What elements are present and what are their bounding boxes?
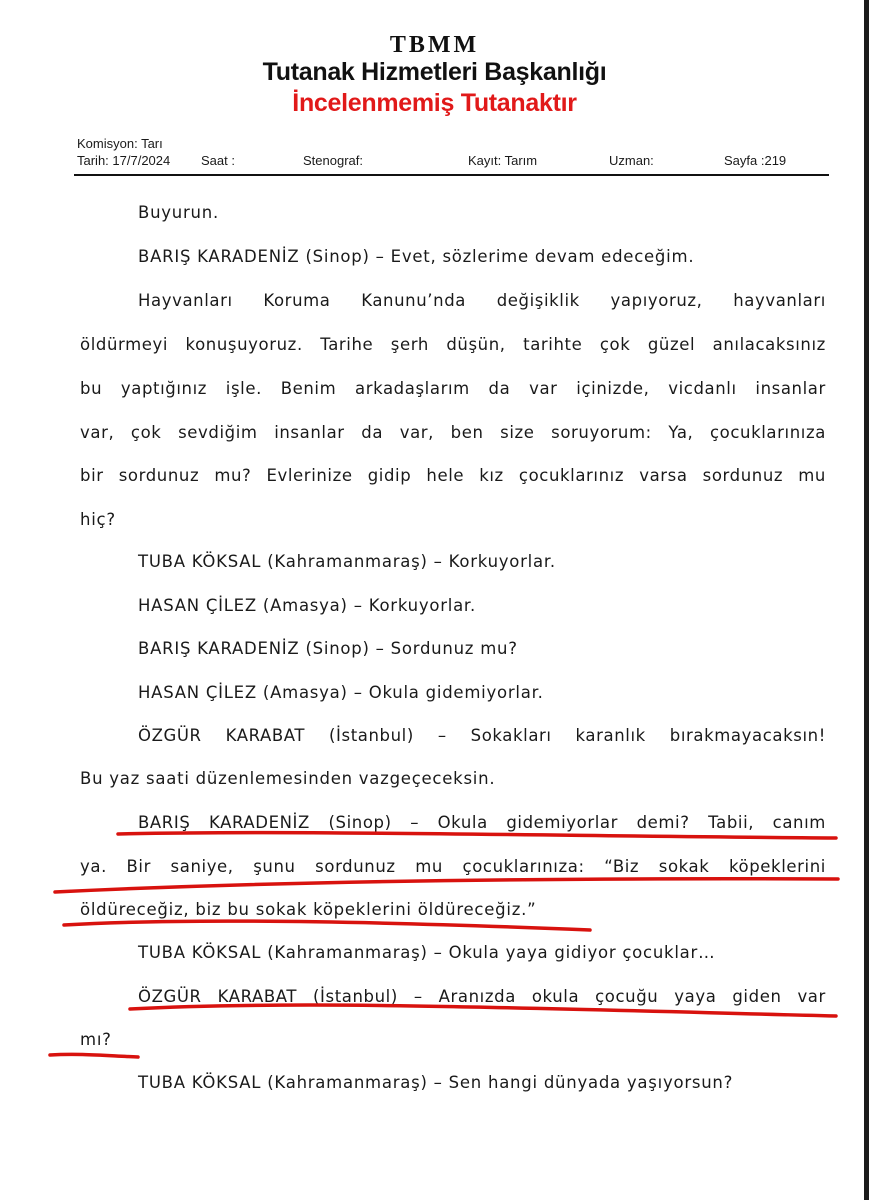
word: “Biz bbox=[604, 857, 640, 876]
meta-date: Tarih: 17/7/2024 bbox=[77, 153, 171, 168]
word: ben bbox=[450, 423, 484, 442]
word: sevdiğim bbox=[178, 423, 258, 442]
word: var, bbox=[80, 423, 115, 442]
meta-commission: Komisyon: Tarı bbox=[77, 136, 163, 151]
word: gidip bbox=[367, 466, 412, 485]
word: bu bbox=[80, 379, 103, 398]
word: (Sinop) bbox=[328, 813, 392, 832]
word: arkadaşlarım bbox=[355, 379, 470, 398]
word: hayvanları bbox=[733, 291, 826, 310]
transcript-line: HASAN ÇİLEZ (Amasya) – Okula gidemiyorlar. bbox=[138, 683, 544, 702]
word: yaya bbox=[674, 987, 717, 1006]
word: yaptığınız bbox=[120, 379, 208, 398]
word: anılacaksınız bbox=[712, 335, 826, 354]
meta-time: Saat : bbox=[201, 153, 235, 168]
word: – bbox=[437, 726, 447, 745]
word: çok bbox=[130, 423, 162, 442]
word: öldürmeyi bbox=[80, 335, 169, 354]
transcript-line bbox=[80, 466, 826, 485]
word: mu? bbox=[214, 466, 252, 485]
word: düşün, bbox=[446, 335, 506, 354]
red-underline bbox=[130, 1005, 836, 1016]
word: mu bbox=[415, 857, 443, 876]
meta-stenographer: Stenograf: bbox=[303, 153, 363, 168]
word: canım bbox=[772, 813, 826, 832]
word: yapıyoruz, bbox=[610, 291, 703, 310]
word: da bbox=[488, 379, 511, 398]
word: – bbox=[410, 813, 420, 832]
word: size bbox=[500, 423, 535, 442]
word: Kanunu’nda bbox=[361, 291, 466, 310]
word: çocuklarınıza: bbox=[462, 857, 585, 876]
transcript-line bbox=[138, 987, 826, 1006]
word: Koruma bbox=[263, 291, 331, 310]
word: mu bbox=[798, 466, 826, 485]
word: ÖZGÜR bbox=[138, 987, 202, 1006]
word: şunu bbox=[253, 857, 296, 876]
transcript-line bbox=[80, 335, 826, 354]
transcript-line: TUBA KÖKSAL (Kahramanmaraş) – Okula yaya gidiyor çocuklar… bbox=[138, 943, 716, 962]
word: tarihte bbox=[523, 335, 583, 354]
word: var bbox=[529, 379, 558, 398]
red-underline bbox=[64, 921, 590, 930]
word: Sokakları bbox=[470, 726, 552, 745]
org-title: TBMM bbox=[389, 32, 480, 58]
word: sordunuz bbox=[118, 466, 200, 485]
word: çocuğu bbox=[595, 987, 659, 1006]
word: Tabii, bbox=[708, 813, 755, 832]
word: Tarihe bbox=[320, 335, 374, 354]
word: bırakmayacaksın! bbox=[669, 726, 826, 745]
word: sordunuz bbox=[702, 466, 784, 485]
word: ÖZGÜR bbox=[138, 726, 202, 745]
word: Ya, bbox=[668, 423, 694, 442]
word: var bbox=[797, 987, 826, 1006]
word: sordunuz bbox=[315, 857, 396, 876]
word: çocuklarınıza bbox=[710, 423, 826, 442]
word: köpeklerini bbox=[728, 857, 826, 876]
word: KARADENİZ bbox=[208, 813, 310, 832]
word: işle. bbox=[225, 379, 262, 398]
transcript-line: TUBA KÖKSAL (Kahramanmaraş) – Sen hangi dünyada yaşıyorsun? bbox=[138, 1073, 734, 1092]
word: Aranızda bbox=[438, 987, 516, 1006]
word: ya. bbox=[80, 857, 107, 876]
word: sokak bbox=[658, 857, 710, 876]
status-title: İncelenmemiş Tutanaktır bbox=[292, 89, 577, 117]
department-title: Tutanak Hizmetleri Başkanlığı bbox=[262, 58, 607, 86]
transcript-line bbox=[138, 291, 826, 310]
word: insanlar bbox=[755, 379, 826, 398]
transcript-line bbox=[138, 726, 826, 745]
transcript-line bbox=[80, 857, 826, 876]
meta-expert: Uzman: bbox=[609, 153, 654, 168]
transcript-line bbox=[80, 379, 826, 398]
header-rule bbox=[74, 174, 829, 176]
word: Evlerinize bbox=[266, 466, 353, 485]
word: konuşuyoruz. bbox=[185, 335, 303, 354]
word: hele bbox=[426, 466, 465, 485]
transcript-line: hiç? bbox=[80, 510, 116, 529]
word: da bbox=[361, 423, 384, 442]
transcript-line: Bu yaz saati düzenlemesinden vazgeçeceksin. bbox=[80, 769, 496, 788]
word: demi? bbox=[636, 813, 690, 832]
transcript-line: Buyurun. bbox=[138, 203, 219, 222]
word: bir bbox=[80, 466, 104, 485]
word: insanlar bbox=[274, 423, 345, 442]
word: KARABAT bbox=[225, 726, 306, 745]
word: (İstanbul) bbox=[313, 987, 398, 1006]
word: varsa bbox=[639, 466, 688, 485]
word: Hayvanları bbox=[138, 291, 233, 310]
transcript-line: öldüreceğiz, biz bu sokak köpeklerini öldüreceğiz.” bbox=[80, 900, 537, 919]
word: Bir bbox=[126, 857, 151, 876]
word: Benim bbox=[280, 379, 337, 398]
word: gidemiyorlar bbox=[506, 813, 619, 832]
word: kız bbox=[479, 466, 504, 485]
word: var, bbox=[399, 423, 435, 442]
meta-page: Sayfa :219 bbox=[724, 153, 787, 168]
word: okula bbox=[531, 987, 580, 1006]
word: soruyorum: bbox=[551, 423, 652, 442]
word: değişiklik bbox=[496, 291, 580, 310]
meta-record: Kayıt: Tarım bbox=[468, 153, 538, 168]
page-edge bbox=[864, 0, 869, 1200]
word: içinizde, bbox=[576, 379, 650, 398]
transcript-line: TUBA KÖKSAL (Kahramanmaraş) – Korkuyorlar. bbox=[138, 552, 556, 571]
word: (İstanbul) bbox=[329, 726, 414, 745]
transcript-line: HASAN ÇİLEZ (Amasya) – Korkuyorlar. bbox=[138, 596, 476, 615]
word: çocuklarınız bbox=[518, 466, 625, 485]
word: vicdanlı bbox=[668, 379, 737, 398]
word: BARIŞ bbox=[138, 813, 191, 832]
transcript-line: BARIŞ KARADENİZ (Sinop) – Sordunuz mu? bbox=[138, 639, 518, 658]
red-underline bbox=[50, 1054, 138, 1057]
word: çok bbox=[599, 335, 631, 354]
word: karanlık bbox=[575, 726, 646, 745]
red-underline bbox=[55, 879, 838, 892]
word: giden bbox=[732, 987, 782, 1006]
word: KARABAT bbox=[217, 987, 298, 1006]
transcript-line bbox=[138, 813, 826, 832]
word: – bbox=[413, 987, 423, 1006]
word: güzel bbox=[647, 335, 696, 354]
transcript-line bbox=[80, 423, 826, 442]
word: şerh bbox=[390, 335, 429, 354]
word: saniye, bbox=[170, 857, 234, 876]
red-underline bbox=[118, 833, 836, 838]
transcript-line: mı? bbox=[80, 1030, 112, 1049]
transcript-line: BARIŞ KARADENİZ (Sinop) – Evet, sözlerime devam edeceğim. bbox=[138, 247, 695, 266]
word: Okula bbox=[437, 813, 488, 832]
